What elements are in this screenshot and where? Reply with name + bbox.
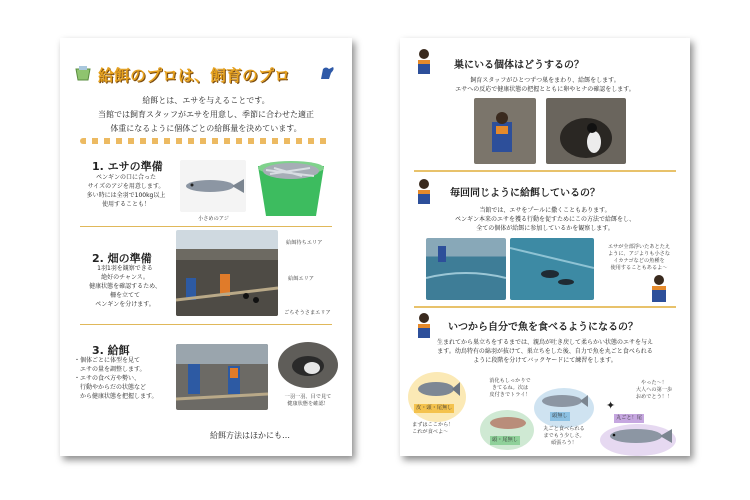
fish-bucket-icon [74,65,92,81]
photo-caption: 一羽一羽、目で見て [284,394,332,400]
answer-text: ペンギン本来のエサを獲る行動を促すためにこの方法で給餌をし、 [455,216,635,223]
sparkle-icon: ✦ [606,399,616,412]
stage-label: 丸ごと！尾 [616,415,642,421]
footer-text: 給餌方法はほかにも… [210,431,290,440]
pool-photo [426,238,506,300]
fish-photo [180,160,246,212]
section-text: サイズのアジを用意します。 [87,183,165,190]
fish-icon [606,426,672,446]
stage-note: 頑張ろう！ [551,440,577,446]
nest-staff-photo [474,98,536,164]
fish-icon [416,378,460,400]
section-text: ・個体ごとに体型を見て [74,357,141,364]
page-title: 給餌のプロは、飼育のプロ [98,66,291,85]
photo-caption: 健康状態を確認！ [287,401,329,407]
answer-text: 全ての個体が給餌に参加しているかを観察します。 [476,225,614,232]
answer-text: ます。幼鳥特有の綿羽が抜けて、巣立ちをした後、自力で魚を丸ごと食べられる [437,348,653,355]
pen-area-photo [176,230,278,316]
area-label: 給餌エリア [288,276,314,282]
nest-penguin-photo [546,98,626,164]
section-heading: 3. 給餌 [92,344,130,357]
stage-note: 皮付きでトライ！ [489,392,531,398]
section-text: 柵を立てて [109,292,140,299]
feeding-photo [176,344,268,410]
section-heading: 1. エサの準備 [92,160,163,173]
answer-text: 当館では、エサをプールに撒くこともあります。 [479,207,611,214]
fish-caption: 小さめのアジ [198,216,229,222]
stage-note: まずはここから！ [412,422,454,428]
fish-icon [488,414,528,432]
stage-label: 頭・尾無し [492,437,518,443]
answer-text: 飼育スタッフがひとつずつ巣をまわり、給餌をします。 [470,77,620,84]
answer-text: ように段階を分けてバックヤードにて練習をします。 [473,357,617,364]
section-text: 1羽1羽を観察できる [97,265,153,272]
staff-avatar [414,312,434,340]
question-heading: 毎回同じように給餌しているの？ [450,188,600,199]
section-text: 絶好のチャンス。 [101,274,149,281]
intro-line: 当館では飼育スタッフがエサを用意し、季節に合わせた適正 [98,110,314,119]
speech-bubble-text: エサが全部浮いたあとたえ [607,244,671,250]
section-heading: 2. 畑の準備 [92,252,152,265]
stage-note: きてるね。次は [491,385,529,391]
glove-icon [318,65,336,81]
section-text: ペンギンを分けます。 [95,301,155,308]
staff-avatar [414,178,434,206]
fish-icon [540,392,588,410]
section-divider [414,170,676,172]
stage-note: これが食べよ〜 [412,429,449,435]
intro-line: 給餌とは、エサを与えることです。 [142,96,270,105]
area-label: ごちそうさまエリア [284,310,331,316]
stage-label: 頭無し [552,413,568,419]
stage-note: 丸ごと食べられる [543,426,585,432]
underwater-photo [510,238,594,300]
bucket-photo [252,156,330,220]
section-text: 行動やからだの状態など [74,384,147,391]
answer-text: エサへの反応で健康状態の把握とともに卵やヒナの確認をします。 [455,86,635,93]
section-divider [80,324,332,325]
section-text: 多い時には全羽で100kg以上 [86,192,166,199]
stage-note: までもう少しさ。 [543,433,585,439]
section-text: エサの量を調整します。 [74,366,146,373]
answer-text: 生まれてから巣立ちをするまでは、親鳥が吐き戻して柔らかい状態のエサを与え [436,339,653,346]
left-page [60,38,352,456]
speech-bubble-text: ように、アジよりも小さな [607,251,671,257]
section-text: から健康状態を把握します。 [74,393,158,400]
section-text: 健康状態を確認するため、 [89,283,161,290]
section-divider [80,226,332,227]
penguin-closeup-photo [278,342,338,388]
section-text: ・エサの食べ方や勢い、 [74,375,141,382]
right-page [400,38,690,456]
stage-note: 消化もしっかりで [489,378,531,384]
area-label: 給餌待ちエリア [286,240,323,246]
staff-avatar [414,48,434,76]
stage-note: やった〜！ [641,380,667,386]
decor-divider [80,138,332,144]
staff-avatar [648,274,670,304]
intro-line: 体重になるように個体ごとの給餌量を決めています。 [110,124,302,133]
section-text: 使用することも！ [101,201,150,208]
stage-note: おめでとう！！ [635,394,673,400]
question-heading: いつから自分で魚を食べるようになるの？ [448,322,638,333]
stage-label: 皮・頭・尾無し [416,405,453,411]
section-divider [414,306,676,308]
speech-bubble-text: 使用することもあるよ〜 [610,265,668,271]
stage-note: 大人への第一歩 [635,387,673,393]
question-heading: 巣にいる個体はどうするの？ [454,60,584,71]
section-text: ペンギンの口に合った [96,174,156,181]
speech-bubble-text: イカナゴなどの魚種を [613,258,665,264]
